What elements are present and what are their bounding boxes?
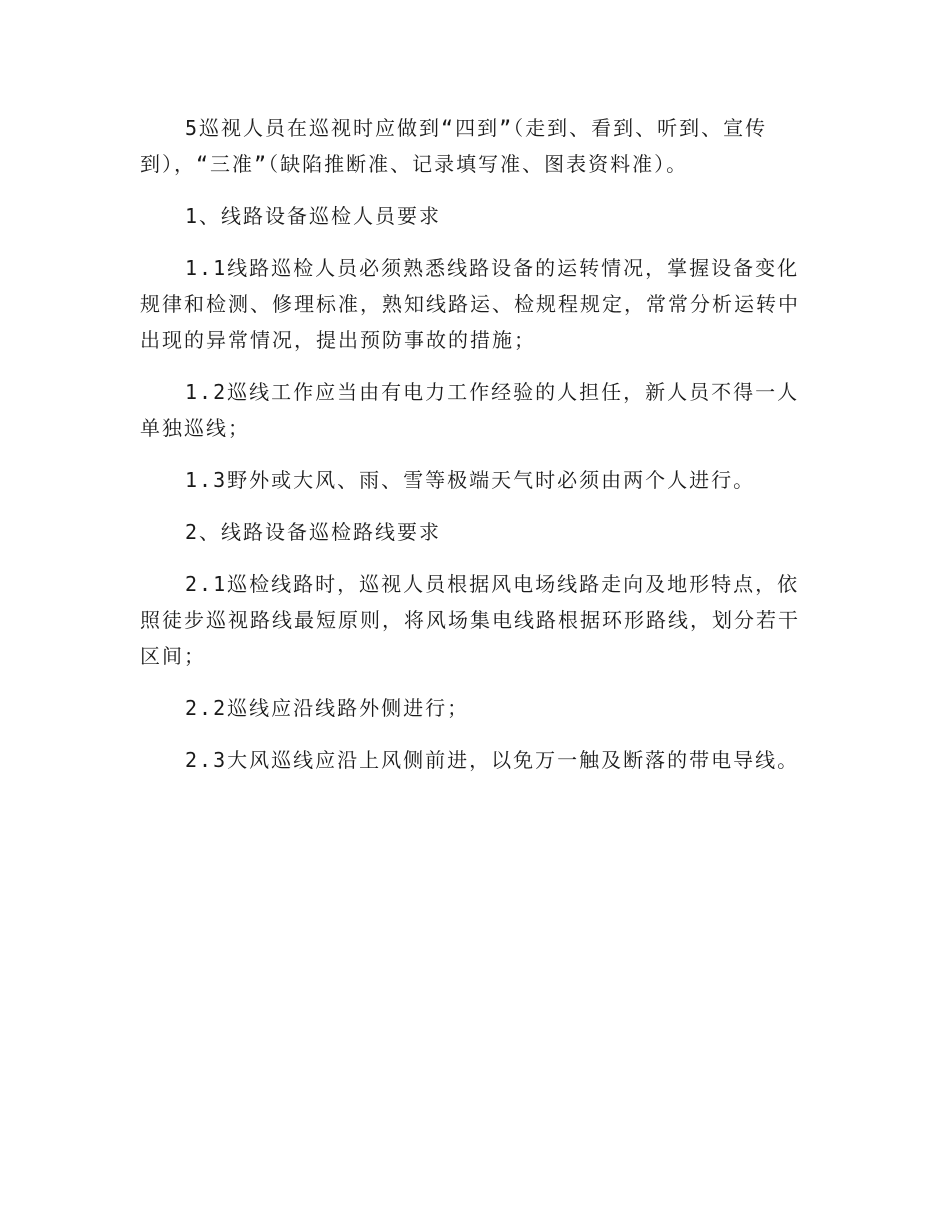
paragraph-1-3: 1.3野外或大风、雨、雪等极端天气时必须由两个人进行。	[185, 468, 756, 492]
paragraph-1-1: 1.1线路巡检人员必须熟悉线路设备的运转情况，掌握设备变化规律和检测、修理标准，熟知线路运、检规程规定，常常分析运转中出现的异常情况，提出预防事故的措施；	[140, 256, 800, 352]
paragraph-1-2: 1.2巡线工作应当由有电力工作经验的人担任，新人员不得一人单独巡线；	[140, 380, 800, 440]
paragraph-2-1: 2.1巡检线路时，巡视人员根据风电场线路走向及地形特点，依照徒步巡视路线最短原则，将风场集电线路根据环形路线，划分若干区间；	[140, 572, 800, 668]
paragraph-2-2: 2.2巡线应沿线路外侧进行；	[185, 696, 470, 720]
paragraph-inspection-requirements: 5巡视人员在巡视时应做到“四到”（走到、看到、听到、宣传到），“三准”（缺陷推断准、记录填写准、图表资料准）。	[140, 116, 768, 176]
paragraph-2-3: 2.3大风巡线应沿上风侧前进，以免万一触及断落的带电导线。	[185, 748, 800, 772]
document-body	[140, 110, 810, 794]
heading-personnel-requirements: 1、线路设备巡检人员要求	[185, 204, 442, 228]
heading-route-requirements: 2、线路设备巡检路线要求	[185, 520, 442, 544]
